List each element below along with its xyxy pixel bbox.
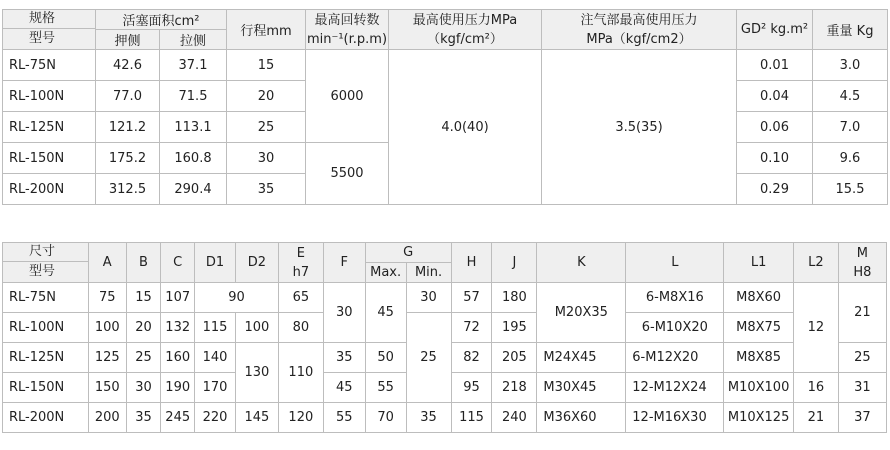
- l2-merged-cell: 12: [793, 283, 838, 373]
- spec-table: [2, 9, 888, 205]
- col-j-header: J: [492, 243, 537, 283]
- col-a-header: A: [88, 243, 126, 283]
- a-cell: 125: [88, 343, 126, 373]
- rev-6000-cell: 6000: [306, 50, 389, 143]
- stroke-cell: 25: [227, 112, 306, 143]
- model-cell: RL-75N: [3, 283, 89, 313]
- pull-cell: 37.1: [160, 50, 227, 81]
- l2-cell: 16: [793, 373, 838, 403]
- push-cell: 312.5: [96, 174, 160, 205]
- spec-model-header: [3, 10, 96, 50]
- d1-cell: 170: [195, 373, 236, 403]
- push-cell: 77.0: [96, 81, 160, 112]
- col-m-sub: H8: [853, 264, 872, 280]
- weight-cell: 15.5: [813, 174, 888, 205]
- piston-area-header: 活塞面积cm²: [96, 10, 227, 30]
- max-rev-header: [306, 10, 389, 50]
- h-cell: 72: [451, 313, 492, 343]
- model-cell: RL-100N: [3, 81, 96, 112]
- g-min-cell: 30: [406, 283, 451, 313]
- push-cell: 175.2: [96, 143, 160, 174]
- max-rev-unit: min⁻¹(r.p.m): [306, 31, 388, 47]
- col-e-sub: h7: [292, 264, 310, 280]
- d1-cell: 115: [195, 313, 236, 343]
- push-header: 押侧: [96, 30, 160, 50]
- l-cell: 12-M16X30: [626, 403, 724, 433]
- gd2-header: GD² kg.m²: [737, 10, 813, 50]
- g-max-cell: 55: [365, 373, 406, 403]
- col-e-header: [278, 243, 323, 283]
- b-cell: 15: [126, 283, 161, 313]
- dim-model-header: [3, 243, 89, 283]
- model-label: 型号: [29, 31, 56, 46]
- f-cell: 55: [323, 403, 365, 433]
- spec-label: 规格: [3, 10, 95, 29]
- table-row: [3, 313, 887, 343]
- j-cell: 218: [492, 373, 537, 403]
- col-m-header: [838, 243, 886, 283]
- pull-cell: 160.8: [160, 143, 227, 174]
- d2-merged-cell: 130: [235, 343, 278, 403]
- m-cell: 25: [838, 343, 886, 373]
- col-f-header: F: [323, 243, 365, 283]
- l2-cell: 21: [793, 403, 838, 433]
- push-cell: 42.6: [96, 50, 160, 81]
- dim-label: 尺寸: [3, 243, 88, 262]
- j-cell: 240: [492, 403, 537, 433]
- col-c-header: C: [161, 243, 195, 283]
- d2-cell: 145: [235, 403, 278, 433]
- b-cell: 25: [126, 343, 161, 373]
- l1-cell: M10X100: [724, 373, 793, 403]
- e-cell: 65: [278, 283, 323, 313]
- pressure-cell: 4.0(40): [389, 50, 542, 205]
- d-cell: 90: [195, 283, 279, 313]
- l-cell: 12-M12X24: [626, 373, 724, 403]
- model-cell: RL-200N: [3, 174, 96, 205]
- model-cell: RL-150N: [3, 373, 89, 403]
- j-cell: 180: [492, 283, 537, 313]
- gd2-cell: 0.06: [737, 112, 813, 143]
- h-cell: 82: [451, 343, 492, 373]
- g-min-cell: 35: [406, 403, 451, 433]
- weight-cell: 4.5: [813, 81, 888, 112]
- air-pressure-header: [542, 10, 737, 50]
- col-e-title: E: [296, 245, 305, 261]
- col-d1-header: D1: [195, 243, 236, 283]
- col-g-min-header: Min.: [406, 263, 451, 283]
- l-cell: 6-M10X20: [626, 313, 724, 343]
- gd2-cell: 0.04: [737, 81, 813, 112]
- e-cell: 120: [278, 403, 323, 433]
- d1-cell: 140: [195, 343, 236, 373]
- max-pressure-unit: （kgf/cm²）: [427, 31, 503, 47]
- table-row: [3, 403, 887, 433]
- g-max-merged-cell: 45: [365, 283, 406, 343]
- gd2-cell: 0.29: [737, 174, 813, 205]
- weight-header: 重量 Kg: [813, 10, 888, 50]
- stroke-cell: 30: [227, 143, 306, 174]
- weight-cell: 7.0: [813, 112, 888, 143]
- weight-cell: 9.6: [813, 143, 888, 174]
- b-cell: 35: [126, 403, 161, 433]
- h-cell: 115: [451, 403, 492, 433]
- e-merged-cell: 110: [278, 343, 323, 403]
- model-cell: RL-200N: [3, 403, 89, 433]
- gd2-cell: 0.10: [737, 143, 813, 174]
- c-cell: 190: [161, 373, 195, 403]
- k-cell: M30X45: [537, 373, 626, 403]
- a-cell: 200: [88, 403, 126, 433]
- pull-cell: 290.4: [160, 174, 227, 205]
- k-cell: M36X60: [537, 403, 626, 433]
- b-cell: 20: [126, 313, 161, 343]
- col-d2-header: D2: [235, 243, 278, 283]
- air-pressure-cell: 3.5(35): [542, 50, 737, 205]
- k-cell: M24X45: [537, 343, 626, 373]
- col-b-header: B: [126, 243, 161, 283]
- model-cell: RL-100N: [3, 313, 89, 343]
- pull-cell: 71.5: [160, 81, 227, 112]
- d1-cell: 220: [195, 403, 236, 433]
- pull-cell: 113.1: [160, 112, 227, 143]
- col-k-header: K: [537, 243, 626, 283]
- a-cell: 100: [88, 313, 126, 343]
- j-cell: 195: [492, 313, 537, 343]
- col-l-header: L: [626, 243, 724, 283]
- model-cell: RL-125N: [3, 343, 89, 373]
- l1-cell: M8X60: [724, 283, 793, 313]
- air-pressure-title: 注气部最高使用压力: [580, 12, 698, 28]
- col-m-title: M: [856, 245, 869, 261]
- model-cell: RL-150N: [3, 143, 96, 174]
- model-label: 型号: [29, 264, 56, 279]
- dimension-table: [2, 242, 887, 433]
- m-merged-cell: 21: [838, 283, 886, 343]
- l1-cell: M10X125: [724, 403, 793, 433]
- max-pressure-header: [389, 10, 542, 50]
- air-pressure-unit: MPa（kgf/cm2）: [586, 31, 692, 47]
- c-cell: 107: [161, 283, 195, 313]
- push-cell: 121.2: [96, 112, 160, 143]
- col-l1-header: L1: [724, 243, 793, 283]
- gd2-cell: 0.01: [737, 50, 813, 81]
- c-cell: 245: [161, 403, 195, 433]
- g-max-cell: 70: [365, 403, 406, 433]
- stroke-header: 行程mm: [227, 10, 306, 50]
- stroke-cell: 15: [227, 50, 306, 81]
- k-merged-cell: M20X35: [537, 283, 626, 343]
- h-cell: 95: [451, 373, 492, 403]
- d2-cell: 100: [235, 313, 278, 343]
- col-g-max-header: Max.: [365, 263, 406, 283]
- c-cell: 160: [161, 343, 195, 373]
- pull-header: 拉侧: [160, 30, 227, 50]
- e-cell: 80: [278, 313, 323, 343]
- m-cell: 37: [838, 403, 886, 433]
- col-g-header: G: [365, 243, 451, 263]
- f-merged-cell: 30: [323, 283, 365, 343]
- l-cell: 6-M12X20: [626, 343, 724, 373]
- table-row: [3, 50, 888, 81]
- l1-cell: M8X85: [724, 343, 793, 373]
- h-cell: 57: [451, 283, 492, 313]
- j-cell: 205: [492, 343, 537, 373]
- table-row: [3, 283, 887, 313]
- col-h-header: H: [451, 243, 492, 283]
- stroke-cell: 20: [227, 81, 306, 112]
- col-l2-header: L2: [793, 243, 838, 283]
- l-cell: 6-M8X16: [626, 283, 724, 313]
- weight-cell: 3.0: [813, 50, 888, 81]
- b-cell: 30: [126, 373, 161, 403]
- g-max-cell: 50: [365, 343, 406, 373]
- f-cell: 35: [323, 343, 365, 373]
- a-cell: 150: [88, 373, 126, 403]
- max-pressure-title: 最高使用压力MPa: [412, 12, 518, 28]
- c-cell: 132: [161, 313, 195, 343]
- model-cell: RL-125N: [3, 112, 96, 143]
- g-min-merged-cell: 25: [406, 313, 451, 403]
- a-cell: 75: [88, 283, 126, 313]
- stroke-cell: 35: [227, 174, 306, 205]
- model-cell: RL-75N: [3, 50, 96, 81]
- rev-5500-cell: 5500: [306, 143, 389, 205]
- max-rev-title: 最高回转数: [314, 12, 380, 28]
- l1-cell: M8X75: [724, 313, 793, 343]
- m-cell: 31: [838, 373, 886, 403]
- f-cell: 45: [323, 373, 365, 403]
